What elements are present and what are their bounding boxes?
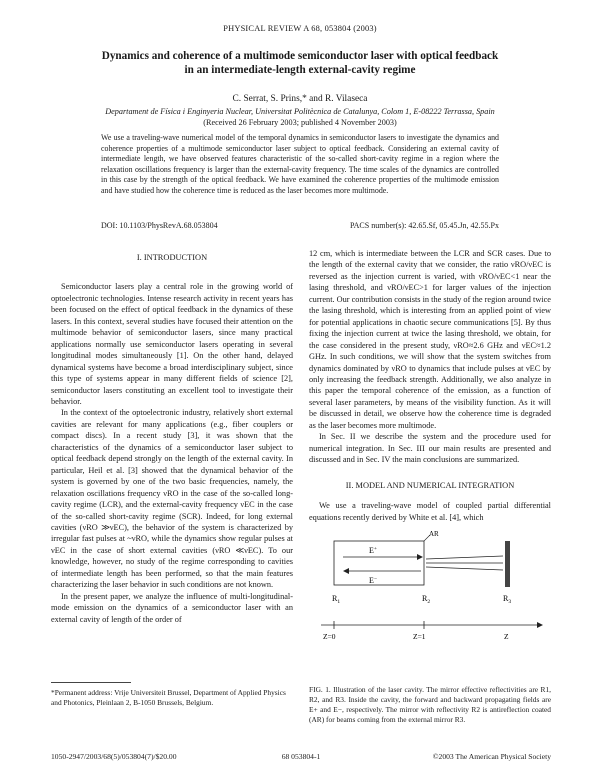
footnote: *Permanent address: Vrije Universiteit Brussel, Department of Applied Physics and Photonics, Pleinlaan 2, B-1050 Brussels, Belgium. [51, 688, 286, 707]
authors: C. Serrat, S. Prins,* and R. Vilaseca [232, 94, 368, 104]
label-z1: Z=1 [413, 631, 426, 641]
pacs-numbers: PACS number(s): 42.65.Sf, 05.45.Jn, 42.55.Px [349, 221, 499, 230]
label-r3: $R_3$ [503, 593, 512, 605]
laser-cavity-box [334, 541, 424, 585]
section-2-heading: II. MODEL AND NUMERICAL INTEGRATION [345, 480, 515, 490]
figure-1-caption: FIG. 1. Illustration of the laser cavity. The mirror effective reflectivities are R1, R2, and R3. Inside the cavity, the forward and backward propagating fields are E+ and E−, respectively. The mirror with reflectivity R2 is antireflection coated (AR) for beams coming from the external mirror R3. [309, 684, 551, 724]
external-beam-lower [426, 567, 503, 570]
footer-issn: 1050-2947/2003/68(5)/053804(7)/$20.00 [51, 752, 177, 761]
section-1-heading: I. INTRODUCTION [136, 253, 208, 262]
received-date: (Received 26 February 2003; published 4 November 2003) [203, 118, 397, 127]
affiliation: Departament de Física i Enginyeria Nuclear, Universitat Politècnica de Catalunya, Colom 1, E-08222 Terrassa, Spain [105, 107, 495, 116]
intro-paragraph: 12 cm, which is intermediate between the LCR and SCR cases. Due to the length of the external cavity that we consider, the ratio νRO/νEC is reversed as the injection current is varied, with νRO/νEC<1 near the lasing threshold, and νRO/νEC>1 for larger values of the injection current. Our contribution consists in the study of the region around twice the lasing threshold, which is interesting from an applied point of view for potential applications in chaotic secure communications [5]. By thus fixing the injection current at twice the lasing threshold, we obtain, for the case considered in the present study, νRO≈2.6 GHz and νEC≈1.2 GHz. In such conditions, we will show that the system switches from dynamics dominated by νRO to dynamics that include pulses at νEC by only increasing the feedback strength. Additionally, we also analyze in this paper the temporal coherence of the emission, as a function of several laser parameters, by means of the visibility function. As it will be discussed in detail, we observe how the coherence time is degraded as the laser becomes more multimode. [309, 249, 551, 430]
intro-paragraph: In the present paper, we analyze the influence of multi-longitudinal-mode emission on the dynamics of a semiconductor laser with an external cavity of length of the order of [51, 591, 293, 624]
title-line-1: Dynamics and coherence of a multimode semiconductor laser with optical feedback [101, 50, 499, 62]
backward-arrow-head [343, 568, 349, 574]
footer-copyright: ©2003 The American Physical Society [432, 752, 551, 761]
external-mirror-r3 [505, 541, 510, 587]
label-e-plus: E+ [369, 545, 377, 555]
label-r2: $R_2$ [422, 593, 431, 605]
doi: DOI: 10.1103/PhysRevA.68.053804 [101, 221, 218, 230]
external-beam-upper [426, 556, 503, 559]
journal-header: PHYSICAL REVIEW A 68, 053804 (2003) [223, 24, 377, 33]
right-column [309, 248, 551, 725]
left-column [51, 248, 293, 625]
intro-paragraph: In Sec. II we describe the system and the procedure used for numerical integration. In Sec. III our main results are presented and discussed and in Sec. IV the main conclusions are summarized. [309, 432, 551, 465]
label-r1: $R_1$ [332, 593, 341, 605]
z-axis-arrow-head [537, 622, 543, 628]
abstract: We use a traveling-wave numerical model of the temporal dynamics in semiconductor lasers to investigate the dynamics and coherence properties of a multimode semiconductor laser subject to optical feedback. Considering an external cavity of intermediate length, we have observed features characteristic of the so-called short-cavity regime in a region where the relaxation oscillations frequency is larger than the external-cavity frequency. The time scales of the dynamics are controlled in this case by the strength of the optical feedback. We have examined the coherence properties of the multimode emission and have studied how the coherence time is reduced as the laser becomes more multimode. [101, 133, 499, 195]
laser-cavity-diagram [309, 527, 551, 675]
forward-arrow-head [417, 554, 423, 560]
intro-paragraph: Semiconductor lasers play a central role in the growing world of optoelectronic technologies. Intense research activity in recent years has been focused on the effect of optical feedback in the dynamics of these lasers. In this context, several studies have focused their attention on the multimode behavior of semiconductor lasers, since many practical applications normally use semiconductor lasers operating in several longitudinal modes simultaneously [1]. On the other hand, delayed dynamical systems have become a broad interdisciplinary subject, since this type of systems appear in many different fields of science [2], semiconductor lasers constituting an excellent tool to investigate their behavior. [51, 282, 293, 406]
figure-1-laser-cavity [309, 527, 551, 675]
label-ar: AR [429, 529, 439, 538]
intro-paragraph: In the context of the optoelectronic industry, relatively short external cavities are relevant for many applications (e.g., fiber couplers or compact discs). In a recent study [3], it was shown that the characteristics of the dynamics of a semiconductor laser subject to optical feedback depend strongly on the length of the external cavity. In particular, Heil et al. [3] showed that the dynamical behavior of the system is governed by one of the two basic frequencies, namely, the relaxation oscillations frequency νRO in the case of the so-called long-cavity regime (LCR), and the external-cavity frequency νEC in the case of the so-called short-cavity regime (SCR). Indeed, for long external cavities (νRO ≫νEC), the behavior of the system is characterized by irregular fast pulses at ~νRO, while the dynamics show regular pulses at νEC in the case of short external cavities (νRO ≪νEC). To our knowledge, however, no study of the regime corresponding to cavities of intermediate length has been performed, so that the main features characterizing the laser behavior in such conditions are not known. [51, 408, 293, 590]
label-z: Z [504, 631, 509, 641]
label-z0: Z=0 [323, 631, 336, 641]
model-paragraph: We use a traveling-wave model of coupled partial differential equations recently derived by White et al. [4], which [309, 501, 551, 522]
title-line-2: in an intermediate-length external-cavity regime [184, 64, 416, 76]
footer-page-number: 68 053804-1 [281, 752, 321, 761]
paper-title [60, 49, 540, 77]
label-e-minus: E− [369, 575, 377, 585]
footnote-rule [51, 682, 131, 683]
